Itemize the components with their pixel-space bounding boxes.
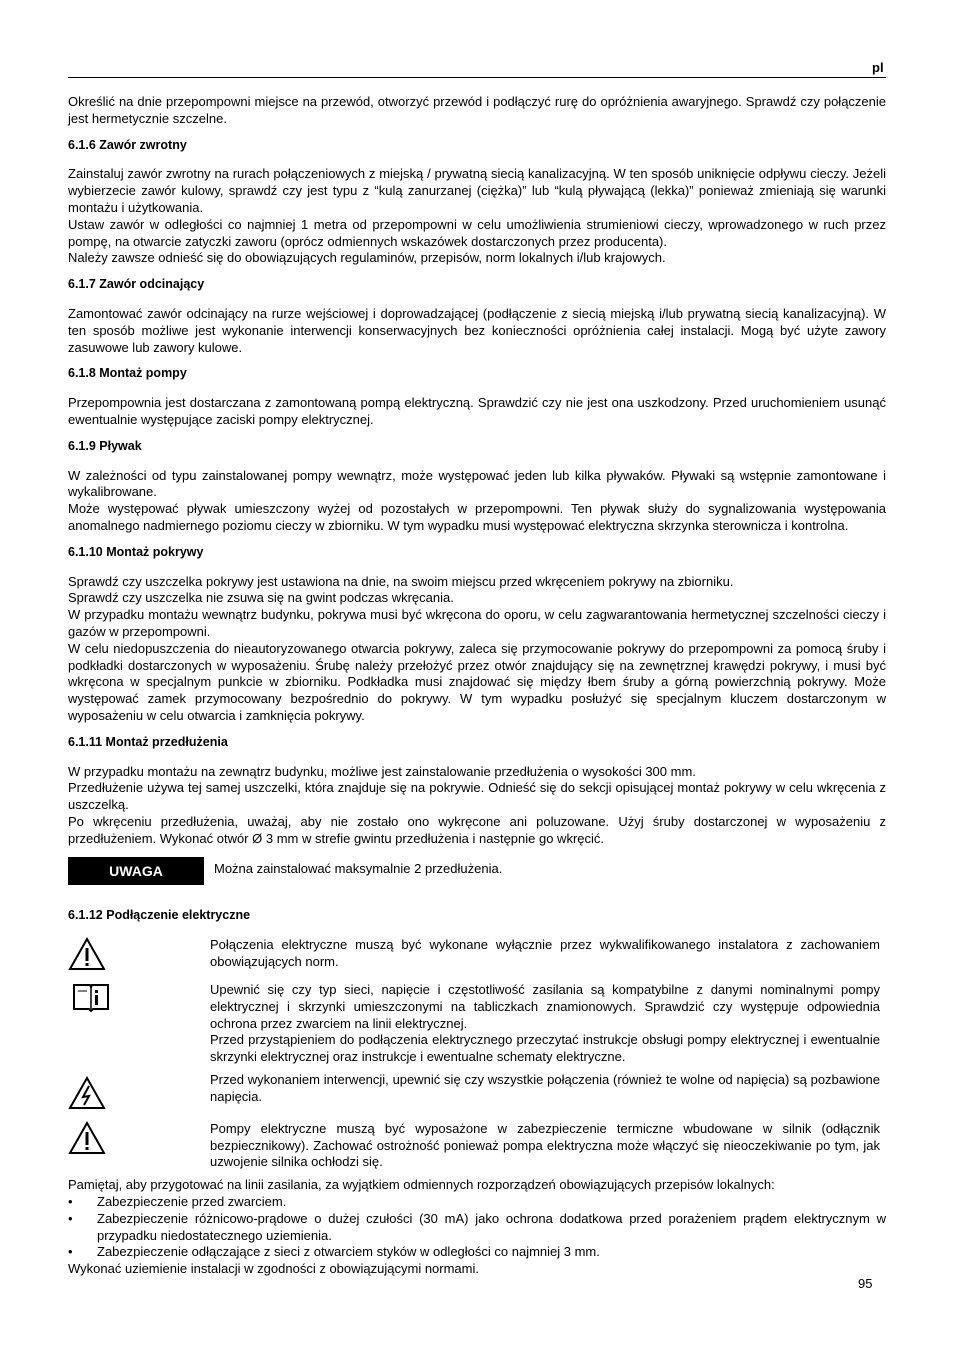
paragraph: Sprawdź czy uszczelka pokrywy jest ustawiona na dnie, na swoim miejscu przed wkręceniem pokrywy na zbiorniku. [68,573,734,589]
section-title-616: 6.1.6 Zawór zwrotny [68,137,187,152]
list-item: • Zabezpieczenie odłączające z sieci z otwarciem styków w odległości co najmniej 3 mm. [68,1244,886,1261]
note-row [68,937,886,976]
note-text: Połączenia elektryczne muszą być wykonane wyłącznie przez wykwalifikowanego instalatora z zachowaniem obowiązujących norm. [210,937,880,970]
list-item: • Zabezpieczenie przed zwarciem. [68,1194,886,1211]
warning-note [68,857,886,885]
note-text: Upewnić się czy typ sieci, napięcie i częstotliwość zasilania są kompatybilne z danymi nominalnymi pompy elektrycznej i skrzynki umieszczonymi na tabliczkach znamionowych. Sprawdzić czy występuje odpowiednia ochrona przez zwarciem na linii elektrycznej. [210,982,880,1031]
manual-book-icon [72,982,110,1012]
paragraph: Zainstaluj zawór zwrotny na rurach połączeniowych z miejską / prywatną siecią kanalizacyjną. W ten sposób uniknięcie odpływu cieczy. Jeżeli wybierzecie zawór kulowy, sprawdź czy jest typu z “kulą zanurzanej (ciężka)” lub “kulą pływającą (lekka)” ponieważ zmieniają się warunki montażu i użytkowania. [68,166,886,215]
paragraph: W przypadku montażu wewnątrz budynku, pokrywa musi być wkręcona do oporu, w celu zagwarantowania hermetycznej szczelności cieczy i gazów w przepompowni. [68,607,886,639]
intro-paragraph: Określić na dnie przepompowni miejsce na przewód, otworzyć przewód i podłączyć rurę do opróżnienia awaryjnego. Sprawdź czy połączenie jest hermetycznie szczelne. [68,94,886,126]
note-text: Przed przystąpieniem do podłączenia elektrycznego przeczytać instrukcje obsługi pompy elektrycznej i ewentualnie skrzynki elektrycznej oraz instrukcje i ewentualne schematy elektryczne. [210,1032,880,1065]
warning-label: UWAGA [68,857,204,885]
paragraph: W celu niedopuszczenia do nieautoryzowanego otwarcia pokrywy, zaleca się przymocowanie pokrywy do przepompowni za pomocą śruby i podkładki dostarczonych w wyposażeniu. Śrubę należy przełożyć przez otwór znajdujący się na zewnętrznej krawędzi pokrywy, i musi być wkręcona w specjalnym punkcie w zbiorniku. Podkładka musi znajdować się między łbem śruby a górną powierzchnią pokrywy. Może występować zamek przymocowany bezpośrednio do pokrywy. W tym wypadku posłużyć się specjalnym kluczem dostarczonym w wyposażeniu w celu otwarcia i zamknięcia pokrywy. [68,640,886,723]
warning-text: Można zainstalować maksymalnie 2 przedłużenia. [214,861,503,877]
warning-triangle-icon [68,937,106,971]
paragraph: Należy zawsze odnieść się do obowiązujących regulaminów, przepisów, norm lokalnych i/lub krajowych. [68,250,666,266]
section-title-6112: 6.1.12 Podłączenie elektryczne [68,908,251,923]
list-item: • Zabezpieczenie różnicowo-prądowe o dużej czułości (30 mA) jako ochrona dodatkowa przed porażeniem prądem elektrycznym w przypadku niedostatecznego uziemienia. [68,1211,886,1245]
section-title-617: 6.1.7 Zawór odcinający [68,277,205,292]
warning-triangle-icon [68,1121,106,1155]
paragraph: Ustaw zawór w odległości co najmniej 1 metra od przepompowni w celu umożliwienia strumieniowi cieczy, wprowadzonego w ruch przez pompę, na otwarcie zatyczki zaworu (oprócz odmiennych wskazówek dostarczonych przez producenta). [68,216,886,249]
language-code: pl [872,60,884,75]
page-number: 95 [858,1276,873,1291]
paragraph: Przedłużenie używa tej samej uszczelki, która znajduje się na pokrywie. Odnieść się do sekcji opisującej montaż pokrywy w celu wkręcenia z uszczelką. [68,780,886,813]
note-text: Pompy elektryczne muszą być wyposażone w zabezpieczenie termiczne wbudowane w silnik (odłącznik bezpiecznikowy). Zachować ostrożność ponieważ pompa elektryczna może włączyć się nieoczekiwanie po tym, jak uzwojenie silnika ochłodzi się. [210,1120,880,1170]
page-content [68,94,886,1278]
protection-list [68,1194,886,1261]
section-title-618: 6.1.8 Montaż pompy [68,366,187,381]
paragraph: Przepompownia jest dostarczana z zamontowaną pompą elektryczną. Sprawdzić czy nie jest ona uszkodzony. Przed uruchomieniem usunąć ewentualnie występujące zaciski pompy elektrycznej. [68,395,886,427]
paragraph: Sprawdź czy uszczelka nie zsuwa się na gwint podczas wkręcania. [68,590,454,606]
paragraph: Wykonać uziemienie instalacji w zgodności z obowiązującymi normami. [68,1261,479,1277]
section-title-619: 6.1.9 Pływak [68,438,142,453]
paragraph: Pamiętaj, aby przygotować na linii zasilania, za wyjątkiem odmiennych rozporządzeń obowiązujących przepisów lokalnych: [68,1177,775,1193]
note-row [68,1072,886,1115]
section-title-6110: 6.1.10 Montaż pokrywy [68,544,204,559]
header-rule [68,77,886,78]
note-row [68,1121,886,1171]
note-row [68,982,886,1066]
paragraph: Zamontować zawór odcinający na rurze wejściowej i doprowadzającej (podłączenie z siecią miejską i/lub prywatną siecią kanalizacyjną). W ten sposób możliwe jest wykonanie interwencji konserwacyjnych bez konieczności opróżnienia całej instalacji. Mogą być użyte zawory zasuwowe lub zawory kulowe. [68,305,886,355]
paragraph: Może występować pływak umieszczony wyżej od pozostałych w przepompowni. Ten pływak służy do sygnalizowania występowania anomalnego nadmiernego poziomu cieczy w zbiorniku. W tym wypadku musi występować elektryczna skrzynka sterownicza i kontrolna. [68,501,886,533]
note-text: Przed wykonaniem interwencji, upewnić się czy wszystkie połączenia (również te wolne od napięcia) są pozbawione napięcia. [210,1072,880,1104]
section-title-6111: 6.1.11 Montaż przedłużenia [68,734,228,749]
paragraph: Po wkręceniu przedłużenia, uważaj, aby nie zostało ono wykręcone ani poluzowane. Użyj śruby dostarczonej w wyposażeniu z przedłużeniem. Wykonać otwór Ø 3 mm w strefie gwintu przedłużenia i następnie go wkręcić. [68,813,886,846]
paragraph: W przypadku montażu na zewnątrz budynku, możliwe jest zainstalowanie przedłużenia o wysokości 300 mm. [68,763,696,779]
paragraph: W zależności od typu zainstalowanej pompy wewnątrz, może występować jeden lub kilka pływaków. Pływaki są wstępnie zamontowane i wykalibrowane. [68,467,886,500]
electric-hazard-icon [68,1076,106,1110]
